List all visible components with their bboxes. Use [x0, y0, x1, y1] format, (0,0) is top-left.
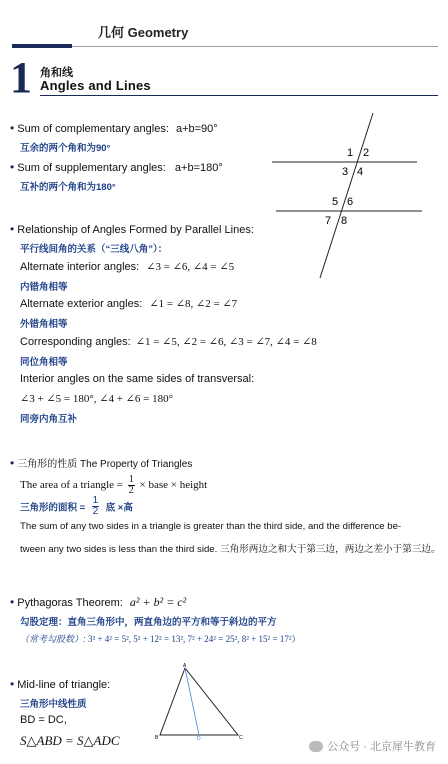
angle-label-5: 5	[332, 196, 339, 208]
triangle-abc	[160, 668, 238, 735]
angle-label-8: 8	[341, 215, 348, 227]
parallel-row	[10, 222, 254, 236]
angle-label-3: 3	[342, 166, 349, 178]
examples-label: （常考勾股数）:	[20, 634, 86, 644]
corresponding-formula: ∠1 = ∠5, ∠2 = ∠6, ∠3 = ∠7, ∠4 = ∠8	[135, 336, 317, 348]
area-cn-lhs: 三角形的面积 =	[20, 502, 86, 514]
parallel-cn: 平行线间角的关系（“三线八角”）：	[20, 244, 168, 255]
pythagoras-cn: 勾股定理：直角三角形中，两直角边的平方和等于斜边的平方	[20, 617, 277, 628]
complementary-formula: a+b=90°	[175, 123, 218, 135]
angle-label-1: 1	[347, 147, 354, 159]
triangle-area-cn	[20, 496, 133, 517]
bullet: •	[10, 222, 15, 236]
fraction-denominator: 2	[128, 485, 134, 496]
header-divider	[12, 46, 438, 47]
midline-cn: 三角形中线性质	[20, 699, 87, 710]
supplementary-cn: 互补的两个角和为180°	[20, 182, 116, 193]
supplementary-label: Sum of supplementary angles:	[17, 162, 166, 174]
pythagoras-row	[10, 595, 186, 610]
triangle-area-en	[20, 475, 207, 496]
interior-same-cn: 同旁内角互补	[20, 414, 78, 425]
header-accent-bar	[12, 44, 72, 48]
area-cn-rhs: 底 ×高	[105, 502, 133, 514]
fraction-denominator: 2	[92, 506, 99, 517]
point-label-a: A	[183, 663, 187, 669]
fraction-numerator: 1	[92, 495, 99, 506]
angle-label-6: 6	[347, 196, 354, 208]
area-en-rhs: × base × height	[139, 479, 208, 492]
section-title-cn: 角和线	[40, 67, 73, 79]
midline-triangle-diagram	[148, 660, 248, 742]
fraction-numerator: 1	[128, 474, 134, 485]
complementary-row	[10, 121, 218, 135]
header-title: 几何 Geometry	[98, 25, 189, 40]
triangle-sides-line1: The sum of any two sides in a triangle is greater than the third side, and the difference be-	[20, 521, 402, 532]
interior-same-formula: ∠3 + ∠5 = 180°, ∠4 + ∠6 = 180°	[20, 393, 173, 405]
alt-exterior-label: Alternate exterior angles:	[20, 298, 143, 310]
section-title-en: Angles and Lines	[40, 78, 151, 93]
triangle-sides-line2: tween any two sides is less than the third side. 三角形两边之和大于第三边，两边之差小于第三边。	[20, 544, 441, 555]
bullet: •	[10, 595, 15, 609]
area-cn-fraction	[92, 496, 100, 517]
triangle-label: 三角形的性质 The Property of Triangles	[17, 459, 193, 470]
point-label-d: D	[197, 736, 201, 742]
bullet: •	[10, 160, 15, 174]
midline-area-eq: S△ABD = S△ADC	[20, 733, 120, 748]
area-en-fraction	[128, 475, 135, 496]
bullet: •	[10, 677, 15, 691]
supplementary-formula: a+b=180°	[174, 162, 223, 174]
watermark-text: 公众号 · 北京犀牛教育	[327, 741, 436, 753]
corresponding-label: Corresponding angles:	[20, 336, 131, 348]
complementary-cn: 互余的两个角和为90°	[20, 143, 111, 154]
examples-values: 3² + 4² = 5², 5² + 12² = 13², 7² + 24² = 25², 8² + 15² = 17²）	[88, 634, 301, 644]
pythagoras-label: Pythagoras Theorem:	[17, 597, 123, 609]
parallel-label: Relationship of Angles Formed by Parallel Lines:	[17, 224, 254, 236]
watermark	[309, 738, 436, 754]
complementary-label: Sum of complementary angles:	[17, 123, 169, 135]
bullet: •	[10, 456, 15, 470]
alt-exterior-row	[20, 297, 237, 310]
interior-same-label: Interior angles on the same sides of transversal:	[20, 373, 255, 385]
alt-interior-row	[20, 260, 234, 273]
section-number: 1	[10, 53, 32, 102]
corresponding-cn: 同位角相等	[20, 357, 68, 368]
point-label-b: B	[155, 735, 159, 741]
alt-interior-cn: 内错角相等	[20, 282, 68, 293]
alt-exterior-formula: ∠1 = ∠8, ∠2 = ∠7	[149, 298, 238, 310]
point-label-c: C	[239, 735, 243, 741]
triangle-row	[10, 455, 192, 470]
alt-interior-formula: ∠3 = ∠6, ∠4 = ∠5	[146, 261, 235, 273]
area-en-lhs: The area of a triangle =	[20, 479, 124, 492]
alt-exterior-cn: 外错角相等	[20, 319, 68, 330]
midline-eq: BD = DC,	[20, 714, 67, 726]
angle-label-7: 7	[325, 215, 332, 227]
corresponding-row	[20, 335, 317, 348]
pythagoras-formula: a² + b² = c²	[129, 595, 187, 609]
wechat-icon	[309, 741, 323, 752]
bullet: •	[10, 121, 15, 135]
parallel-lines-diagram	[270, 110, 430, 290]
section-rule	[40, 95, 438, 96]
angle-label-4: 4	[357, 166, 364, 178]
supplementary-row	[10, 160, 223, 174]
pythagoras-examples	[20, 632, 301, 645]
median-ad	[185, 668, 199, 735]
alt-interior-label: Alternate interior angles:	[20, 261, 140, 273]
midline-label: Mid-line of triangle:	[17, 679, 111, 691]
angle-label-2: 2	[363, 147, 370, 159]
midline-row	[10, 677, 110, 691]
